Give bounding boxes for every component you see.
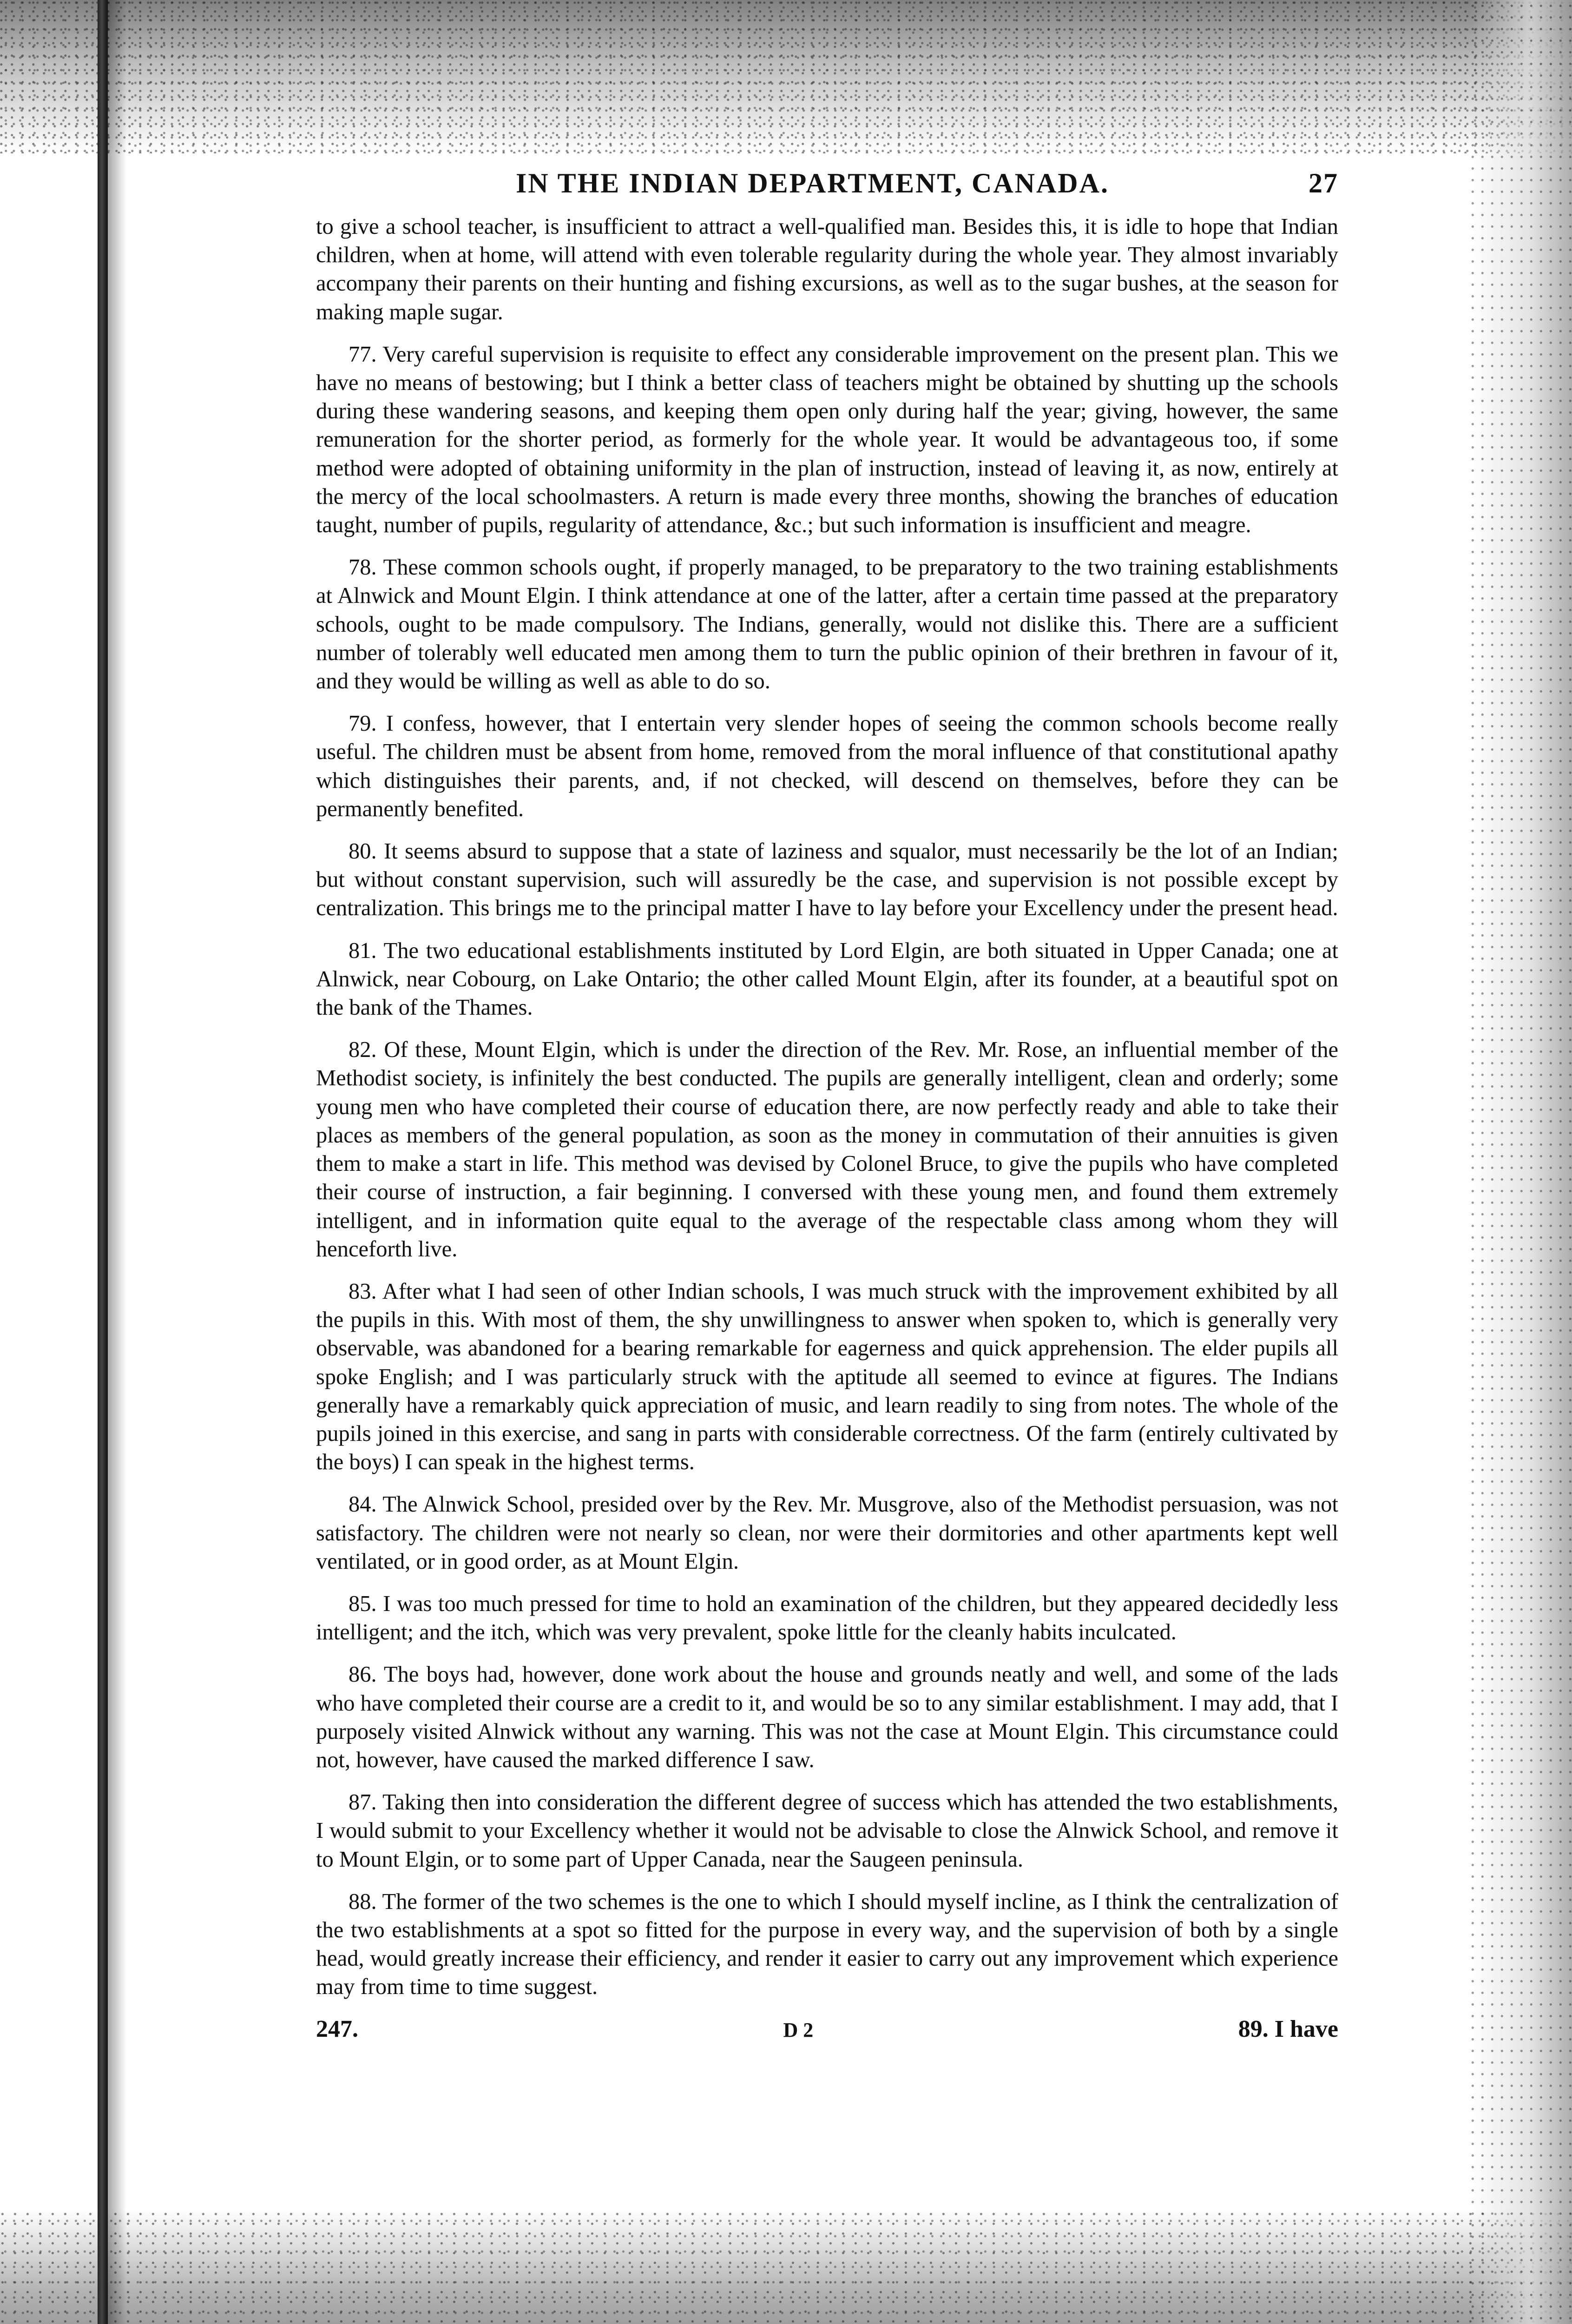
page-footer xyxy=(316,2015,1338,2043)
paragraph-continuation: to give a school teacher, is insufficient to attract a well-qualified man. Besides this, it is idle to hope that Indian children, when at home, will attend with even tolerable regularity during the whole year. They almost invariably accompany their parents on their hunting and fishing excursions, as well as to the sugar bushes, at the season for making maple sugar. xyxy=(316,214,1338,324)
paragraph-79: 79. I confess, however, that I entertain very slender hopes of seeing the common schools become really useful. The children must be absent from home, removed from the moral influence of that constitutional apathy which distinguishes their parents, and, if not checked, will descend on themselves, before they can be permanently benefited. xyxy=(316,711,1338,821)
page-body xyxy=(316,167,1338,2043)
binding-edge xyxy=(98,0,108,2324)
binding-shadow xyxy=(108,0,126,2324)
paragraph-87: 87. Taking then into consideration the different degree of success which has attended the two establishments, I would submit to your Excellency whether it would not be advisable to close the Alnwick School, and remove it to Mount Elgin, or to some part of Upper Canada, near the Saugeen peninsula. xyxy=(316,1790,1338,1872)
paragraph-82: 82. Of these, Mount Elgin, which is under the direction of the Rev. Mr. Rose, an influential member of the Methodist society, is infinitely the best conducted. The pupils are generally intelligent, clean and orderly; some young men who have completed their course of education there, are now perfectly ready and able to take their places as members of the general population, as soon as the money in commutation of their annuities is given them to make a start in life. This method was devised by Colonel Bruce, to give the pupils who have completed their course of instruction, a fair beginning. I conversed with these young men, and found them extremely intelligent, and in information quite equal to the average of the respectable class among whom they will henceforth live. xyxy=(316,1037,1338,1261)
running-header xyxy=(516,167,1338,199)
paragraph-81: 81. The two educational establishments instituted by Lord Elgin, are both situated in Upper Canada; one at Alnwick, near Cobourg, on Lake Ontario; the other called Mount Elgin, after its founder, at a beautiful spot on the bank of the Thames. xyxy=(316,938,1338,1020)
scan-noise-top xyxy=(0,0,1572,153)
scan-noise-right xyxy=(1470,0,1572,2324)
catchword: 89. I have xyxy=(1238,2015,1338,2042)
paragraph-77: 77. Very careful supervision is requisite to effect any considerable improvement on the present plan. This we have no means of bestowing; but I think a better class of teachers might be obtained by shutting up the schools during these wandering seasons, and keeping them open only during half the year; giving, however, the same remuneration for the shorter period, as formerly for the whole year. It would be advantageous too, if some method were adopted of obtaining uniformity in the plan of instruction, instead of leaving it, as now, entirely at the mercy of the local schoolmasters. A return is made every three months, showing the branches of education taught, number of pupils, regularity of attendance, &c.; but such information is insufficient and meagre. xyxy=(316,342,1338,538)
footer-number: 247. xyxy=(316,2015,358,2042)
paragraph-88: 88. The former of the two schemes is the one to which I should myself incline, as I think the centralization of the two establishments at a spot so fitted for the purpose in every way, and the supervision of both by a single head, would greatly increase their efficiency, and render it easier to carry out any improvement which experience may from time to time suggest. xyxy=(316,1889,1338,2000)
paragraph-84: 84. The Alnwick School, presided over by the Rev. Mr. Musgrove, also of the Methodist persuasion, was not satisfactory. The children were not nearly so clean, nor were their dormitories and other apartments kept well ventilated, or in good order, as at Mount Elgin. xyxy=(316,1492,1338,1574)
signature-mark: D 2 xyxy=(783,2018,814,2041)
paragraph-86: 86. The boys had, however, done work about the house and grounds neatly and well, and some of the lads who have completed their course are a credit to it, and would be so to any similar establishment. I may add, that I purposely visited Alnwick without any warning. This was not the case at Mount Elgin. This circumstance could not, however, have caused the marked difference I saw. xyxy=(316,1662,1338,1772)
page-number: 27 xyxy=(1309,168,1338,198)
paragraph-83: 83. After what I had seen of other Indian schools, I was much struck with the improvement exhibited by all the pupils in this. With most of them, the shy unwillingness to answer when spoken to, which is generally very observable, was abandoned for a bearing remarkable for eagerness and quick apprehension. The elder pupils all spoke English; and I was particularly struck with the aptitude all seemed to evince at figures. The Indians generally have a remarkably quick appreciation of music, and learn readily to sing from notes. The whole of the pupils joined in this exercise, and sang in parts with considerable correctness. Of the farm (entirely cultivated by the boys) I can speak in the highest terms. xyxy=(316,1279,1338,1475)
scan-noise-bottom xyxy=(0,2210,1572,2324)
running-title: IN THE INDIAN DEPARTMENT, CANADA. xyxy=(516,168,1109,198)
paragraph-80: 80. It seems absurd to suppose that a state of laziness and squalor, must necessarily be the lot of an Indian; but without constant supervision, such will assuredly be the case, and supervision is not possible except by centralization. This brings me to the principal matter I have to lay before your Excellency under the present head. xyxy=(316,839,1338,921)
paragraph-78: 78. These common schools ought, if properly managed, to be preparatory to the two training establishments at Alnwick and Mount Elgin. I think attendance at one of the latter, after a certain time passed at the preparatory schools, ought to be made compulsory. The Indians, generally, would not dislike this. There are a sufficient number of tolerably well educated men among them to turn the public opinion of their brethren in favour of it, and they would be willing as well as able to do so. xyxy=(316,555,1338,694)
paragraph-85: 85. I was too much pressed for time to hold an examination of the children, but they appeared decidedly less intelligent; and the itch, which was very prevalent, spoke little for the cleanly habits inculcated. xyxy=(316,1591,1338,1645)
